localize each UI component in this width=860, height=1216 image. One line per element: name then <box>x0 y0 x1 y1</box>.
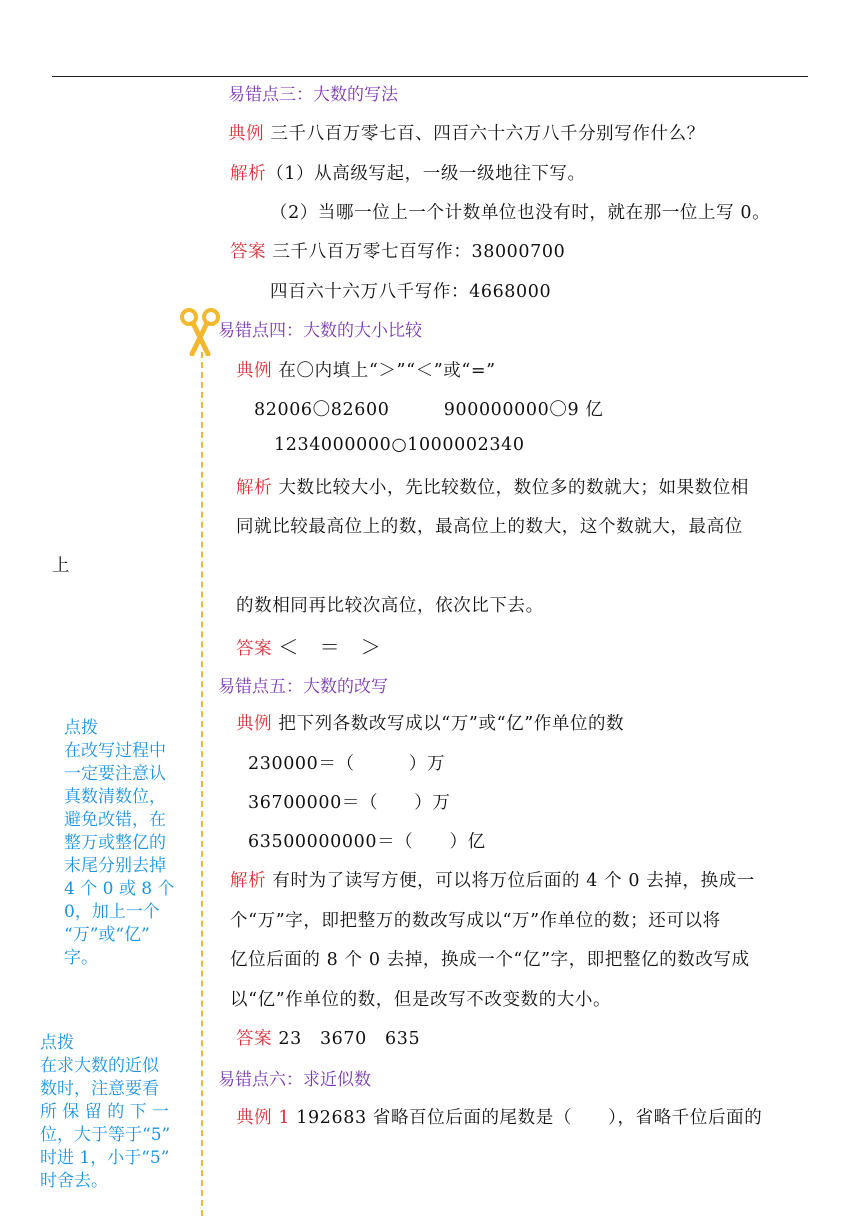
section5-answer <box>236 1025 420 1050</box>
section5-heading: 易错点五：大数的改写 <box>218 677 388 697</box>
section4-items-row1: 82006〇82600 900000000〇9 亿 <box>254 400 604 420</box>
section5-item1: 230000＝（ ）万 <box>248 754 446 774</box>
section5-item3: 63500000000＝（ ）亿 <box>248 832 486 852</box>
section6-heading: 易错点六：求近似数 <box>218 1070 371 1090</box>
section3-answer-2: 四百六十六万八千写作：4668000 <box>270 282 552 302</box>
analysis-tag: 解析 <box>230 164 267 184</box>
sidenote-line: 所 保 留 的 下 一 <box>40 1102 170 1122</box>
section3-example <box>228 120 705 145</box>
section5-analysis-3: 亿位后面的 8 个 0 去掉，换成一个“亿”字，即把整亿的数改写成 <box>230 950 750 970</box>
answer-text: 23 3670 635 <box>278 1029 421 1049</box>
analysis-tag: 解析 <box>236 478 273 498</box>
analysis-text: （1）从高级写起，一级一级地往下写。 <box>266 164 586 184</box>
analysis-tag: 解析 <box>230 871 267 891</box>
dashed-cut-line <box>201 352 203 1216</box>
sidenote-line: 在求大数的近似 <box>40 1056 159 1076</box>
sidenote-line: “万”或“亿” <box>64 925 150 945</box>
example-text: 在〇内填上“＞”“＜”或“=” <box>278 361 496 381</box>
section5-item2: 36700000＝（ ）万 <box>248 793 451 813</box>
answer-tag: 答案 <box>230 242 267 262</box>
sidenote-title: 点拨 <box>40 1033 74 1053</box>
answer-text: 三千八百万零七百写作：38000700 <box>272 242 566 262</box>
example-tag: 典例 <box>236 361 273 381</box>
section3-heading: 易错点三：大数的写法 <box>228 85 398 105</box>
example-text: 192683 省略百位后面的尾数是（ ），省略千位后面的 <box>296 1108 763 1128</box>
section6-example <box>236 1104 762 1129</box>
scissors-icon <box>178 306 222 356</box>
sidenote-line: 在改写过程中 <box>64 741 166 761</box>
section5-analysis-1 <box>230 867 755 892</box>
sidenote-line: 一定要注意认 <box>64 764 166 784</box>
sidenote-rewrite <box>64 717 190 970</box>
analysis-text: 大数比较大小，先比较数位，数位多的数就大；如果数位相 <box>278 478 749 498</box>
sidenote-line: 末尾分别去掉 <box>64 856 166 876</box>
sidenote-line: 整万或整亿的 <box>64 833 166 853</box>
answer-text: ＜ ＝ ＞ <box>278 635 382 659</box>
sidenote-title: 点拨 <box>64 718 98 738</box>
section4-analysis-1 <box>236 474 749 499</box>
section3-analysis-2: （2）当哪一位上一个计数单位也没有时，就在那一位上写 0。 <box>270 203 771 223</box>
example-tag: 典例 <box>228 124 265 144</box>
sidenote-line: 时进 1，小于“5” <box>40 1148 170 1168</box>
section4-example <box>236 357 496 382</box>
section4-stray-char: 上 <box>52 556 71 576</box>
sidenote-line: 位，大于等于“5” <box>40 1125 171 1145</box>
section4-analysis-3: 的数相同再比较次高位，依次比下去。 <box>236 596 544 616</box>
header-rule <box>52 76 808 77</box>
sidenote-line: 字。 <box>64 948 98 968</box>
sidenote-line: 避免改错，在 <box>64 810 166 830</box>
sidenote-approximate <box>40 1032 200 1193</box>
section4-items-row2: 1234000000○1000002340 <box>274 435 525 455</box>
section4-answer <box>236 631 381 660</box>
example-text: 三千八百万零七百、四百六十六万八千分别写作什么？ <box>270 124 705 144</box>
section5-analysis-2: 个“万”字，即把整万的数改写成以“万”作单位的数；还可以将 <box>230 911 721 931</box>
sidenote-line: 数时，注意要看 <box>40 1079 159 1099</box>
answer-tag: 答案 <box>236 639 273 659</box>
section4-analysis-2: 同就比较最高位上的数，最高位上的数大，这个数就大，最高位 <box>236 517 743 537</box>
answer-tag: 答案 <box>236 1029 273 1049</box>
sidenote-line: 0，加上一个 <box>64 902 160 922</box>
section5-example <box>236 710 624 735</box>
section5-analysis-4: 以“亿”作单位的数，但是改写不改变数的大小。 <box>230 990 612 1010</box>
sidenote-line: 4 个 0 或 8 个 <box>64 879 175 899</box>
example-tag: 典例 1 <box>236 1108 291 1128</box>
section4-heading: 易错点四：大数的大小比较 <box>218 321 422 341</box>
example-tag: 典例 <box>236 714 273 734</box>
example-text: 把下列各数改写成以“万”或“亿”作单位的数 <box>278 714 625 734</box>
sidenote-line: 时舍去。 <box>40 1171 108 1191</box>
analysis-text: 有时为了读写方便，可以将万位后面的 4 个 0 去掉，换成一 <box>272 871 755 891</box>
sidenote-line: 真数清数位， <box>64 787 166 807</box>
section3-analysis-1 <box>230 160 586 185</box>
section3-answer-1 <box>230 238 565 263</box>
